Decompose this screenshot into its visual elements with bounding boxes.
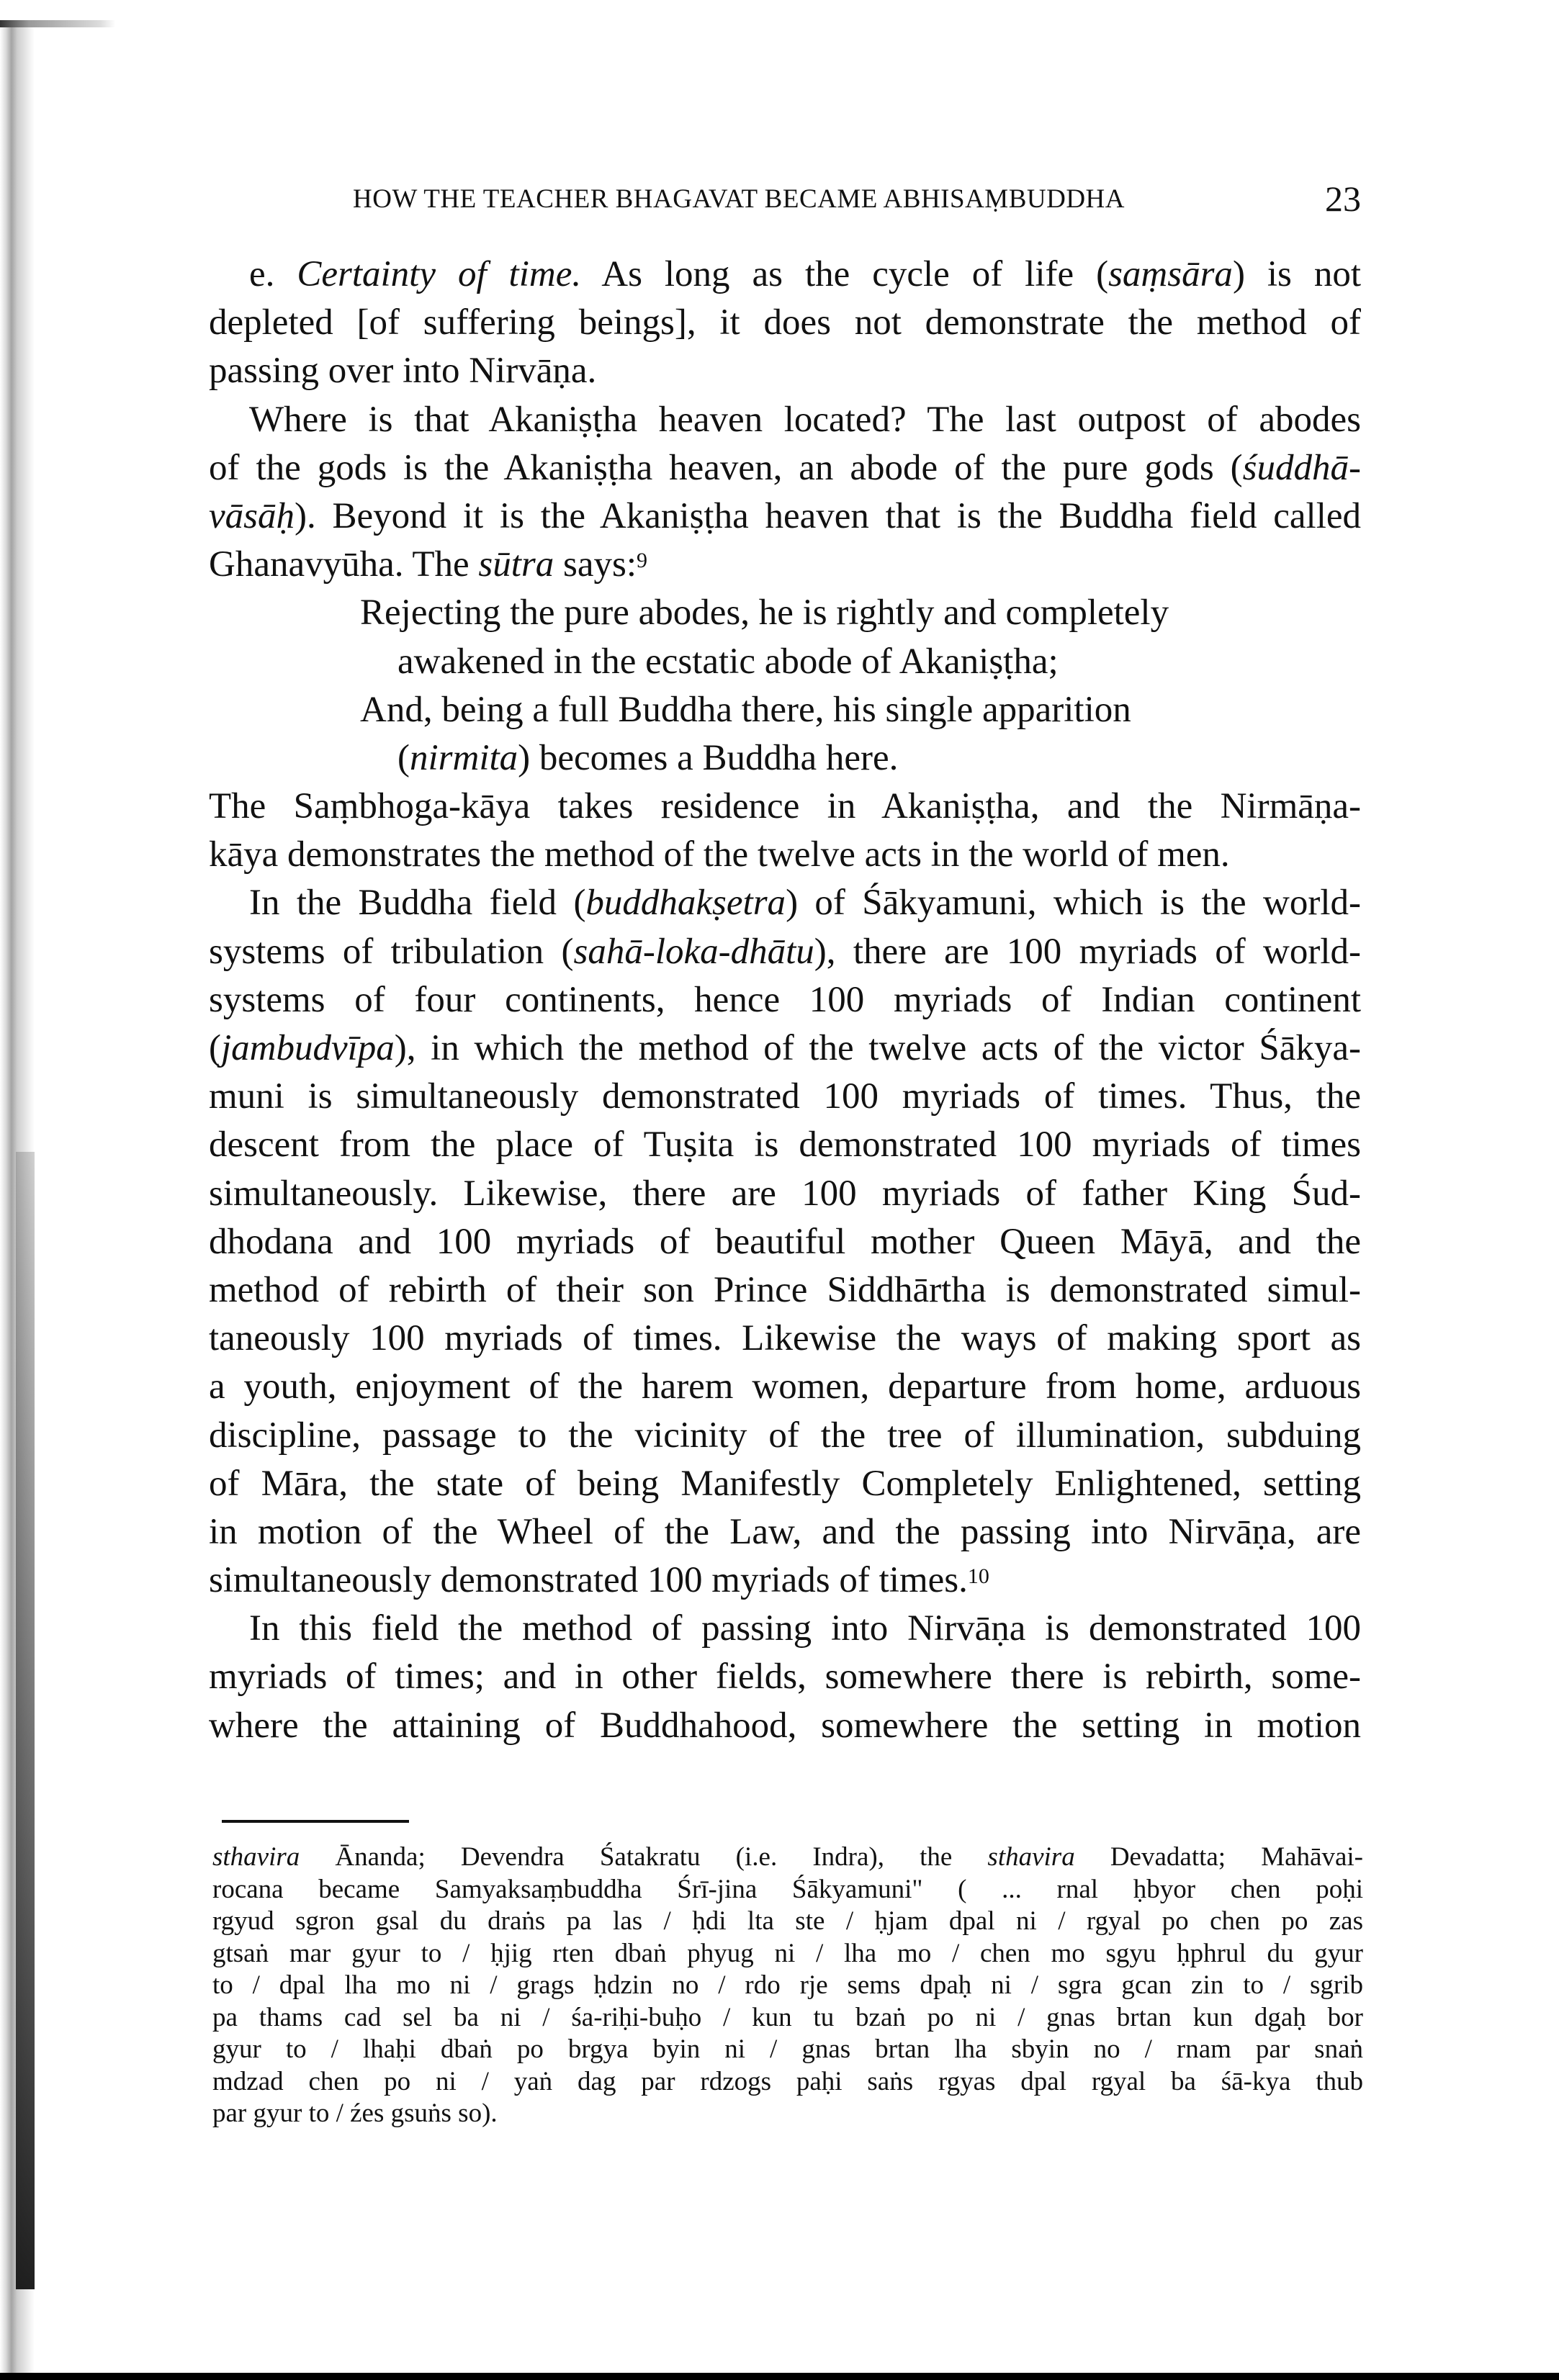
text-run: awakened in the ecstatic abode of Akaniṣṭha; <box>397 641 1059 682</box>
scan-border-top <box>0 20 115 27</box>
text-line <box>209 1121 1361 1169</box>
verse-quotation <box>209 589 1361 783</box>
text-run: passing over into Nirvāṇa. <box>209 351 597 392</box>
text-run: ) of Śākyamuni, which is the world- <box>786 883 1361 924</box>
text-line <box>209 396 1361 444</box>
running-title: HOW THE TEACHER BHAGAVAT BECAME ABHISAṂBUDDHA <box>353 184 1125 214</box>
italic-term: sahā-loka-dhātu <box>573 931 814 972</box>
footnote-marker: 10 <box>967 1564 989 1589</box>
text-run: dhodana and 100 myriads of beautiful mother Queen Māyā, and the <box>209 1221 1361 1262</box>
text-run: ( <box>209 1028 221 1068</box>
text-line <box>209 1556 1361 1605</box>
text-run: of Māra, the state of being Manifestly Completely Enlightened, setting <box>209 1463 1361 1504</box>
text-line <box>209 1702 1361 1750</box>
text-run: rgyud sgron gsal du draṅs pa las / ḥdi lta ste / ḥjam dpal ni / rgyal po chen po zas <box>212 1906 1363 1936</box>
text-run: discipline, passage to the vicinity of the tree of illumination, subduing <box>209 1415 1361 1456</box>
page-number: 23 <box>1325 179 1361 219</box>
text-run: Ghanavyūha. The <box>209 544 479 585</box>
text-run: rocana became Samyaksaṃbuddha Śrī-jina Śākyamuni" ( ... rnal ḥbyor chen poḥi <box>212 1874 1363 1904</box>
verse-line <box>209 686 1361 734</box>
text-run: a youth, enjoyment of the harem women, departure from home, arduous <box>209 1366 1361 1407</box>
footnote-line <box>212 1874 1363 1906</box>
footnotes <box>212 1842 1363 2130</box>
text-line <box>209 1170 1361 1218</box>
text-run: In this field the method of passing into Nirvāṇa is demonstrated 100 <box>249 1608 1361 1649</box>
scan-border-bottom <box>0 2373 1559 2380</box>
text-run: par gyur to / źes gsuṅs so). <box>212 2099 498 2128</box>
italic-term: buddhakṣetra <box>585 883 786 924</box>
text-line <box>209 1266 1361 1315</box>
text-run: ) becomes a Buddha here. <box>518 737 899 778</box>
text-line <box>209 1460 1361 1508</box>
text-run: ) is not <box>1232 254 1362 294</box>
italic-term: nirmita <box>409 737 518 778</box>
text-run: gtsaṅ mar gyur to / ḥjig rten dbaṅ phyug ni / lha mo / chen mo sgyu ḥphrul du gyur <box>212 1938 1363 1968</box>
text-line <box>209 976 1361 1024</box>
text-run: taneously 100 myriads of times. Likewise the ways of making sport as <box>209 1318 1361 1359</box>
text-run: ). Beyond it is the Akaniṣṭha heaven that is the Buddha field called <box>294 495 1361 536</box>
text-run: Ānanda; Devendra Śatakratu (i.e. Indra), the <box>300 1842 988 1872</box>
text-run: gyur to / lhaḥi dbaṅ po brgya byin ni / gnas brtan lha sbyin no / rnam par snaṅ <box>212 2034 1363 2064</box>
footnote-line <box>212 1970 1363 2002</box>
text-run: ), there are 100 myriads of world- <box>814 931 1362 972</box>
text-line <box>209 783 1361 831</box>
text-run: simultaneously. Likewise, there are 100 myriads of father King Śud- <box>209 1173 1361 1214</box>
verse-line <box>209 638 1361 686</box>
text-run: e. <box>249 254 297 294</box>
text-run: descent from the place of Tuṣita is demonstrated 100 myriads of times <box>209 1124 1361 1166</box>
text-line <box>209 928 1361 976</box>
text-run: to / dpal lha mo ni / grags ḥdzin no / rdo rje sems dpaḥ ni / sgra gcan zin to / sgrib <box>212 1970 1363 2000</box>
text-run: myriads of times; and in other fields, somewhere there is rebirth, some- <box>209 1656 1361 1698</box>
text-run: systems of four continents, hence 100 myriads of Indian continent <box>209 979 1361 1020</box>
text-run: ), in which the method of the twelve acts of the victor Śākya- <box>394 1028 1361 1068</box>
text-line <box>209 831 1361 879</box>
text-line <box>209 347 1361 395</box>
text-run: simultaneously demonstrated 100 myriads of times. <box>209 1560 968 1601</box>
body-text <box>209 251 1361 1750</box>
text-run: of the gods is the Akaniṣṭha heaven, an abode of the pure gods ( <box>209 447 1243 488</box>
text-line <box>209 1605 1361 1653</box>
text-run: pa thams cad sel ba ni / śa-riḥi-buḥo / kun tu bzaṅ po ni / gnas brtan kun dgaḥ bor <box>212 2002 1363 2032</box>
italic-term: jambudvīpa <box>220 1028 395 1068</box>
text-line <box>209 1363 1361 1411</box>
text-line <box>209 492 1361 541</box>
footnote-line <box>212 1906 1363 1938</box>
text-line <box>209 1218 1361 1266</box>
text-run: Where is that Akaniṣṭha heaven located? The last outpost of abodes <box>249 399 1361 440</box>
text-run: Devadatta; Mahāvai- <box>1074 1842 1363 1872</box>
text-run: And, being a full Buddha there, his single apparition <box>360 689 1131 730</box>
footnote-marker: 9 <box>636 549 647 573</box>
italic-term: sthavira <box>212 1842 300 1872</box>
text-line <box>209 879 1361 927</box>
footnote-line <box>212 1842 1363 1874</box>
italic-term: sūtra <box>478 544 554 585</box>
text-run: As long as the cycle of life ( <box>581 254 1109 294</box>
text-line <box>209 541 1361 589</box>
footnote-line <box>212 1938 1363 1970</box>
paragraph-block-certainty <box>209 251 1361 589</box>
footnote-line <box>212 2098 1363 2130</box>
text-line <box>209 1653 1361 1701</box>
text-run: in motion of the Wheel of the Law, and the passing into Nirvāṇa, are <box>209 1511 1361 1552</box>
running-head <box>353 179 1361 227</box>
text-run: The Saṃbhoga-kāya takes residence in Akaniṣṭha, and the Nirmāṇa- <box>209 786 1361 827</box>
text-line <box>209 251 1361 299</box>
text-line <box>209 444 1361 492</box>
text-line <box>209 1508 1361 1556</box>
italic-term: Certainty of time. <box>297 254 582 294</box>
scan-border-shadow <box>16 1152 35 2289</box>
text-run: muni is simultaneously demonstrated 100 myriads of times. Thus, the <box>209 1076 1361 1117</box>
footnote-line <box>212 2002 1363 2034</box>
text-line <box>209 1412 1361 1460</box>
text-run: In the Buddha field ( <box>249 883 586 924</box>
text-line <box>209 1024 1361 1073</box>
text-run: kāya demonstrates the method of the twelve acts in the world of men. <box>209 834 1230 875</box>
text-run: Rejecting the pure abodes, he is rightly and completely <box>360 592 1169 634</box>
text-line <box>209 299 1361 347</box>
verse-line <box>209 734 1361 783</box>
footnote-line <box>212 2066 1363 2099</box>
italic-term: sthavira <box>987 1842 1075 1872</box>
text-line <box>209 1315 1361 1363</box>
text-line <box>209 1073 1361 1121</box>
italic-term: śuddhā- <box>1242 447 1361 488</box>
text-run: says: <box>554 544 637 585</box>
text-run: where the attaining of Buddhahood, somewhere the setting in motion <box>209 1705 1361 1746</box>
text-run: mdzad chen po ni / yaṅ dag par rdzogs paḥi saṅs rgyas dpal rgyal ba śā-kya thub <box>212 2066 1363 2096</box>
footnote-separator <box>222 1820 409 1823</box>
italic-term: vāsāḥ <box>209 495 295 536</box>
text-run: depleted [of suffering beings], it does not demonstrate the method of <box>209 302 1361 343</box>
paragraph-block-buddha-field <box>209 783 1361 1750</box>
text-run: ( <box>397 737 410 778</box>
verse-line <box>209 589 1361 637</box>
text-run: systems of tribulation ( <box>209 931 574 972</box>
footnote-line <box>212 2034 1363 2066</box>
text-run: method of rebirth of their son Prince Siddhārtha is demonstrated simul- <box>209 1269 1361 1310</box>
italic-term: saṃsāra <box>1108 254 1233 294</box>
